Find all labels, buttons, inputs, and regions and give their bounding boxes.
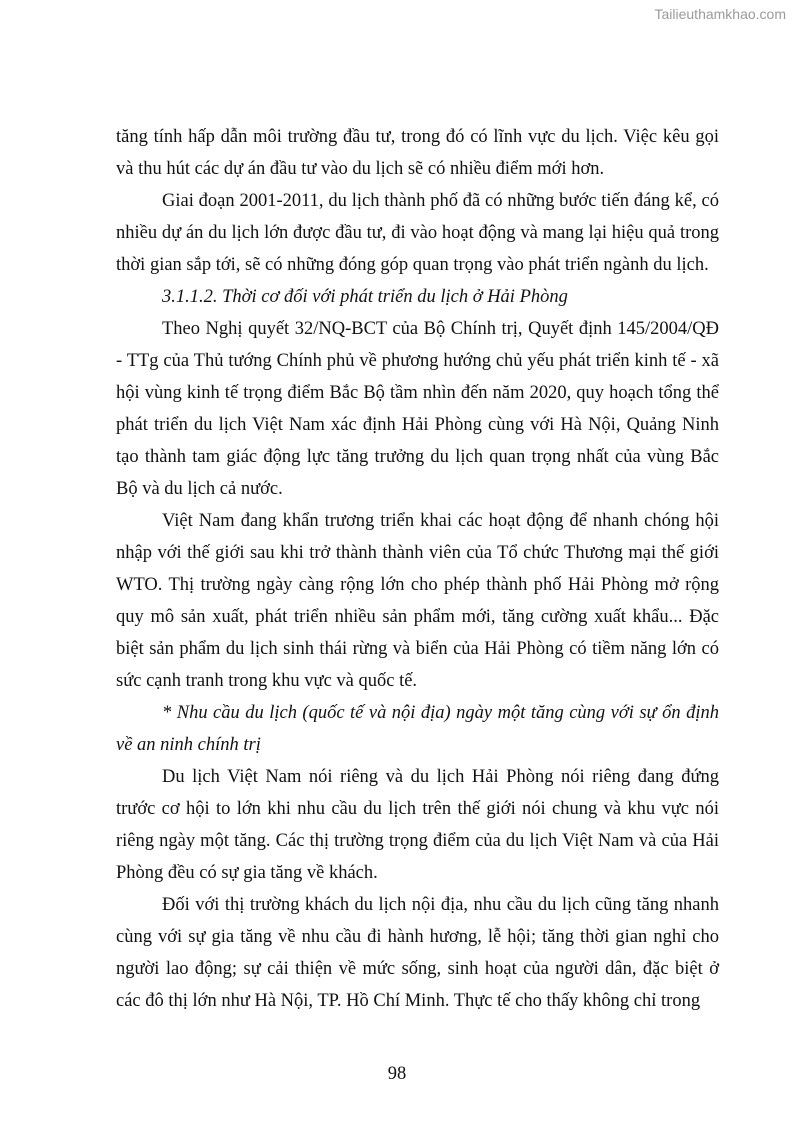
paragraph-2001-2011: Giai đoạn 2001-2011, du lịch thành phố đã có những bước tiến đáng kể, có nhiều dự án du lịch lớn được đầu tư, đi vào hoạt động và mang lại hiệu quả trong thời gian sắp tới, sẽ có những đóng góp quan trọng vào phát triển ngành du lịch. <box>116 191 719 275</box>
paragraph-domestic-market: Đối với thị trường khách du lịch nội địa, nhu cầu du lịch cũng tăng nhanh cùng với sự gia tăng về nhu cầu đi hành hương, lễ hội; tăng thời gian nghỉ cho người lao động; sự cải thiện về mức sống, sinh hoạt của người dân, đặc biệt ở các đô thị lớn như Hà Nội, TP. Hồ Chí Minh. Thực tế cho thấy không chỉ trong <box>116 895 719 1011</box>
paragraph-wto-integration: Việt Nam đang khẩn trương triển khai các hoạt động để nhanh chóng hội nhập với thế giới sau khi trở thành thành viên của Tổ chức Thương mại thế giới WTO. Thị trường ngày càng rộng lớn cho phép thành phố Hải Phòng mở rộng quy mô sản xuất, phát triển nhiều sản phẩm mới, tăng cường xuất khẩu... Đặc biệt sản phẩm du lịch sinh thái rừng và biển của Hải Phòng có tiềm năng lớn có sức cạnh tranh trong khu vực và quốc tế. <box>116 511 719 691</box>
subheading-tourism-demand: * Nhu cầu du lịch (quốc tế và nội địa) ngày một tăng cùng với sự ổn định về an ninh chính trị <box>116 703 719 755</box>
section-heading-3-1-1-2: 3.1.1.2. Thời cơ đối với phát triển du lịch ở Hải Phòng <box>162 287 568 307</box>
paragraph-continuation: tăng tính hấp dẫn môi trường đầu tư, trong đó có lĩnh vực du lịch. Việc kêu gọi và thu hút các dự án đầu tư vào du lịch sẽ có nhiều điểm mới hơn. <box>116 127 719 179</box>
page-number: 98 <box>387 1064 407 1084</box>
paragraph-tourism-opportunity: Du lịch Việt Nam nói riêng và du lịch Hải Phòng nói riêng đang đứng trước cơ hội to lớn khi nhu cầu du lịch trên thế giới nói chung và khu vực nói riêng ngày một tăng. Các thị trường trọng điểm của du lịch Việt Nam và của Hải Phòng đều có sự gia tăng về khách. <box>116 767 719 883</box>
document-body <box>116 121 719 1017</box>
paragraph-resolution-32: Theo Nghị quyết 32/NQ-BCT của Bộ Chính trị, Quyết định 145/2004/QĐ - TTg của Thủ tướng Chính phủ về phương hướng chủ yếu phát triển kinh tế - xã hội vùng kinh tế trọng điểm Bắc Bộ tầm nhìn đến năm 2020, quy hoạch tổng thể phát triển du lịch Việt Nam xác định Hải Phòng cùng với Hà Nội, Quảng Ninh tạo thành tam giác động lực tăng trưởng du lịch quan trọng nhất của vùng Bắc Bộ và du lịch cả nước. <box>116 319 719 499</box>
watermark: Tailieuthamkhao.com <box>654 6 786 22</box>
